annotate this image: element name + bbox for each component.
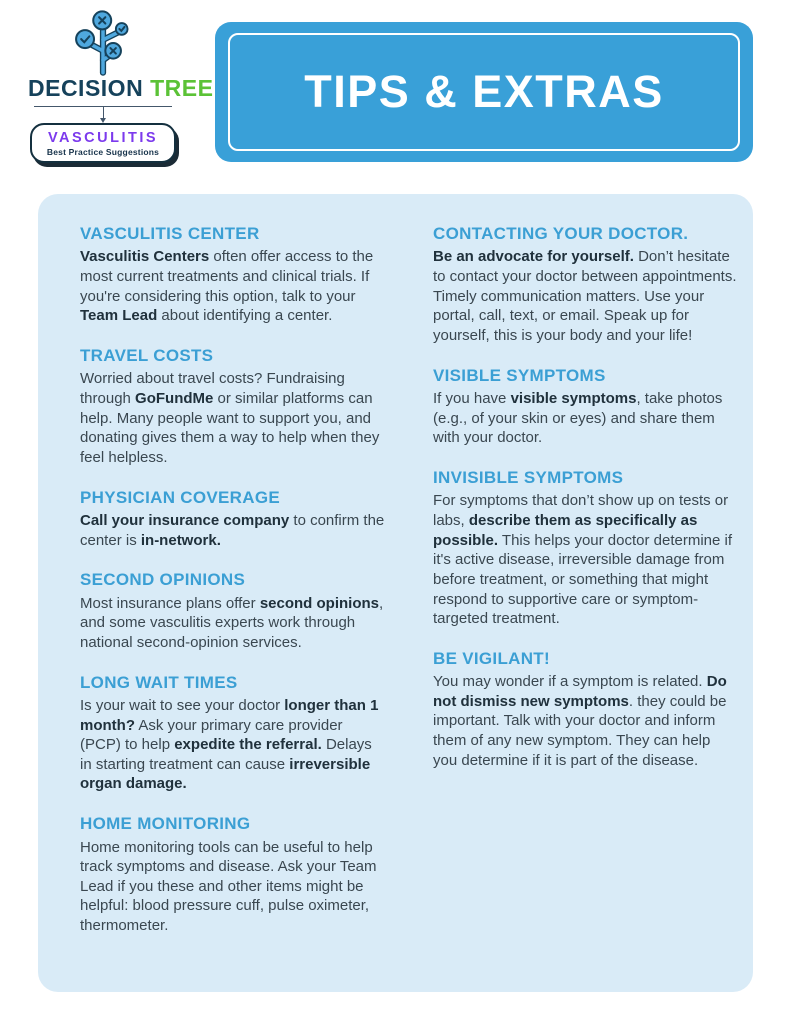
section-body: Home monitoring tools can be useful to help track symptoms and disease. Ask your Team Lead if you these and other items might be helpful: blood pressure cuff, pulse oximeter, thermometer. (80, 838, 377, 935)
section-heading: VASCULITIS CENTER (80, 224, 260, 243)
section-body: Call your insurance company to confirm the center is in-network. (80, 511, 385, 549)
content-panel (38, 194, 753, 992)
section-heading: LONG WAIT TIMES (80, 672, 238, 692)
brand-word-tree: TREE (150, 75, 214, 101)
left-column (80, 224, 385, 992)
section-body: Vasculitis Centers often offer access to the most current treatments and clinical trials. If you're considering this option, talk to your Team Lead about identifying a center. (80, 248, 374, 325)
right-column (433, 224, 738, 992)
brand-name (28, 75, 214, 101)
title-banner (215, 22, 753, 162)
section-heading: VISIBLE SYMPTOMS (433, 365, 606, 385)
section-heading: INVISIBLE SYMPTOMS (433, 467, 624, 487)
section-body: Most insurance plans offer second opinions, and some vasculitis experts work through national second-opinion services. (80, 594, 384, 651)
section-heading: BE VIGILANT! (433, 648, 550, 668)
vasculitis-badge (30, 123, 176, 163)
section-body: Worried about travel costs? Fundraising through GoFundMe or similar platforms can help. Many people want to support you, and donating gives them a way to help when they feel helpless. (80, 370, 380, 466)
logo-connector-line (28, 106, 178, 123)
section-heading: CONTACTING YOUR DOCTOR. (433, 224, 689, 243)
arrow-down-icon (100, 118, 106, 123)
section-body: Be an advocate for yourself. Don’t hesitate to contact your doctor between appointments. Timely communication matters. Use your portal, call, text, or email. Speak up for yourself, this is your body and your life! (433, 248, 737, 344)
title-banner-border (228, 33, 740, 151)
section-body: For symptoms that don’t show up on tests or labs, describe them as specifically as possible. This helps your doctor determine if it's active disease, irreversible damage from before treatment, or something that might respond to supportive care or symptom-targeted treatment. (433, 492, 733, 628)
section-heading: PHYSICIAN COVERAGE (80, 487, 280, 507)
section-body: If you have visible symptoms, take photos (e.g., of your skin or eyes) and share them with your doctor. (433, 389, 723, 447)
section-body: You may wonder if a symptom is related. Do not dismiss new symptoms. they could be important. Talk with your doctor and inform them of any new symptom. They can help you determine if it is part of the disease. (433, 673, 727, 769)
section-body: Is your wait to see your doctor longer than 1 month? Ask your primary care provider (PCP) to help expedite the referral. Delays in starting treatment can cause irreversible organ damage. (80, 696, 379, 793)
badge-subtitle: Best Practice Suggestions (46, 146, 160, 157)
page-title: TIPS & EXTRAS (304, 66, 664, 117)
brand-logo (28, 10, 214, 163)
section-heading: SECOND OPINIONS (80, 570, 246, 590)
section-heading: HOME MONITORING (80, 814, 251, 834)
brand-word-decision: DECISION (28, 75, 144, 101)
decision-tree-icon (64, 10, 142, 76)
section-heading: TRAVEL COSTS (80, 345, 214, 365)
badge-title: VASCULITIS (47, 130, 159, 146)
